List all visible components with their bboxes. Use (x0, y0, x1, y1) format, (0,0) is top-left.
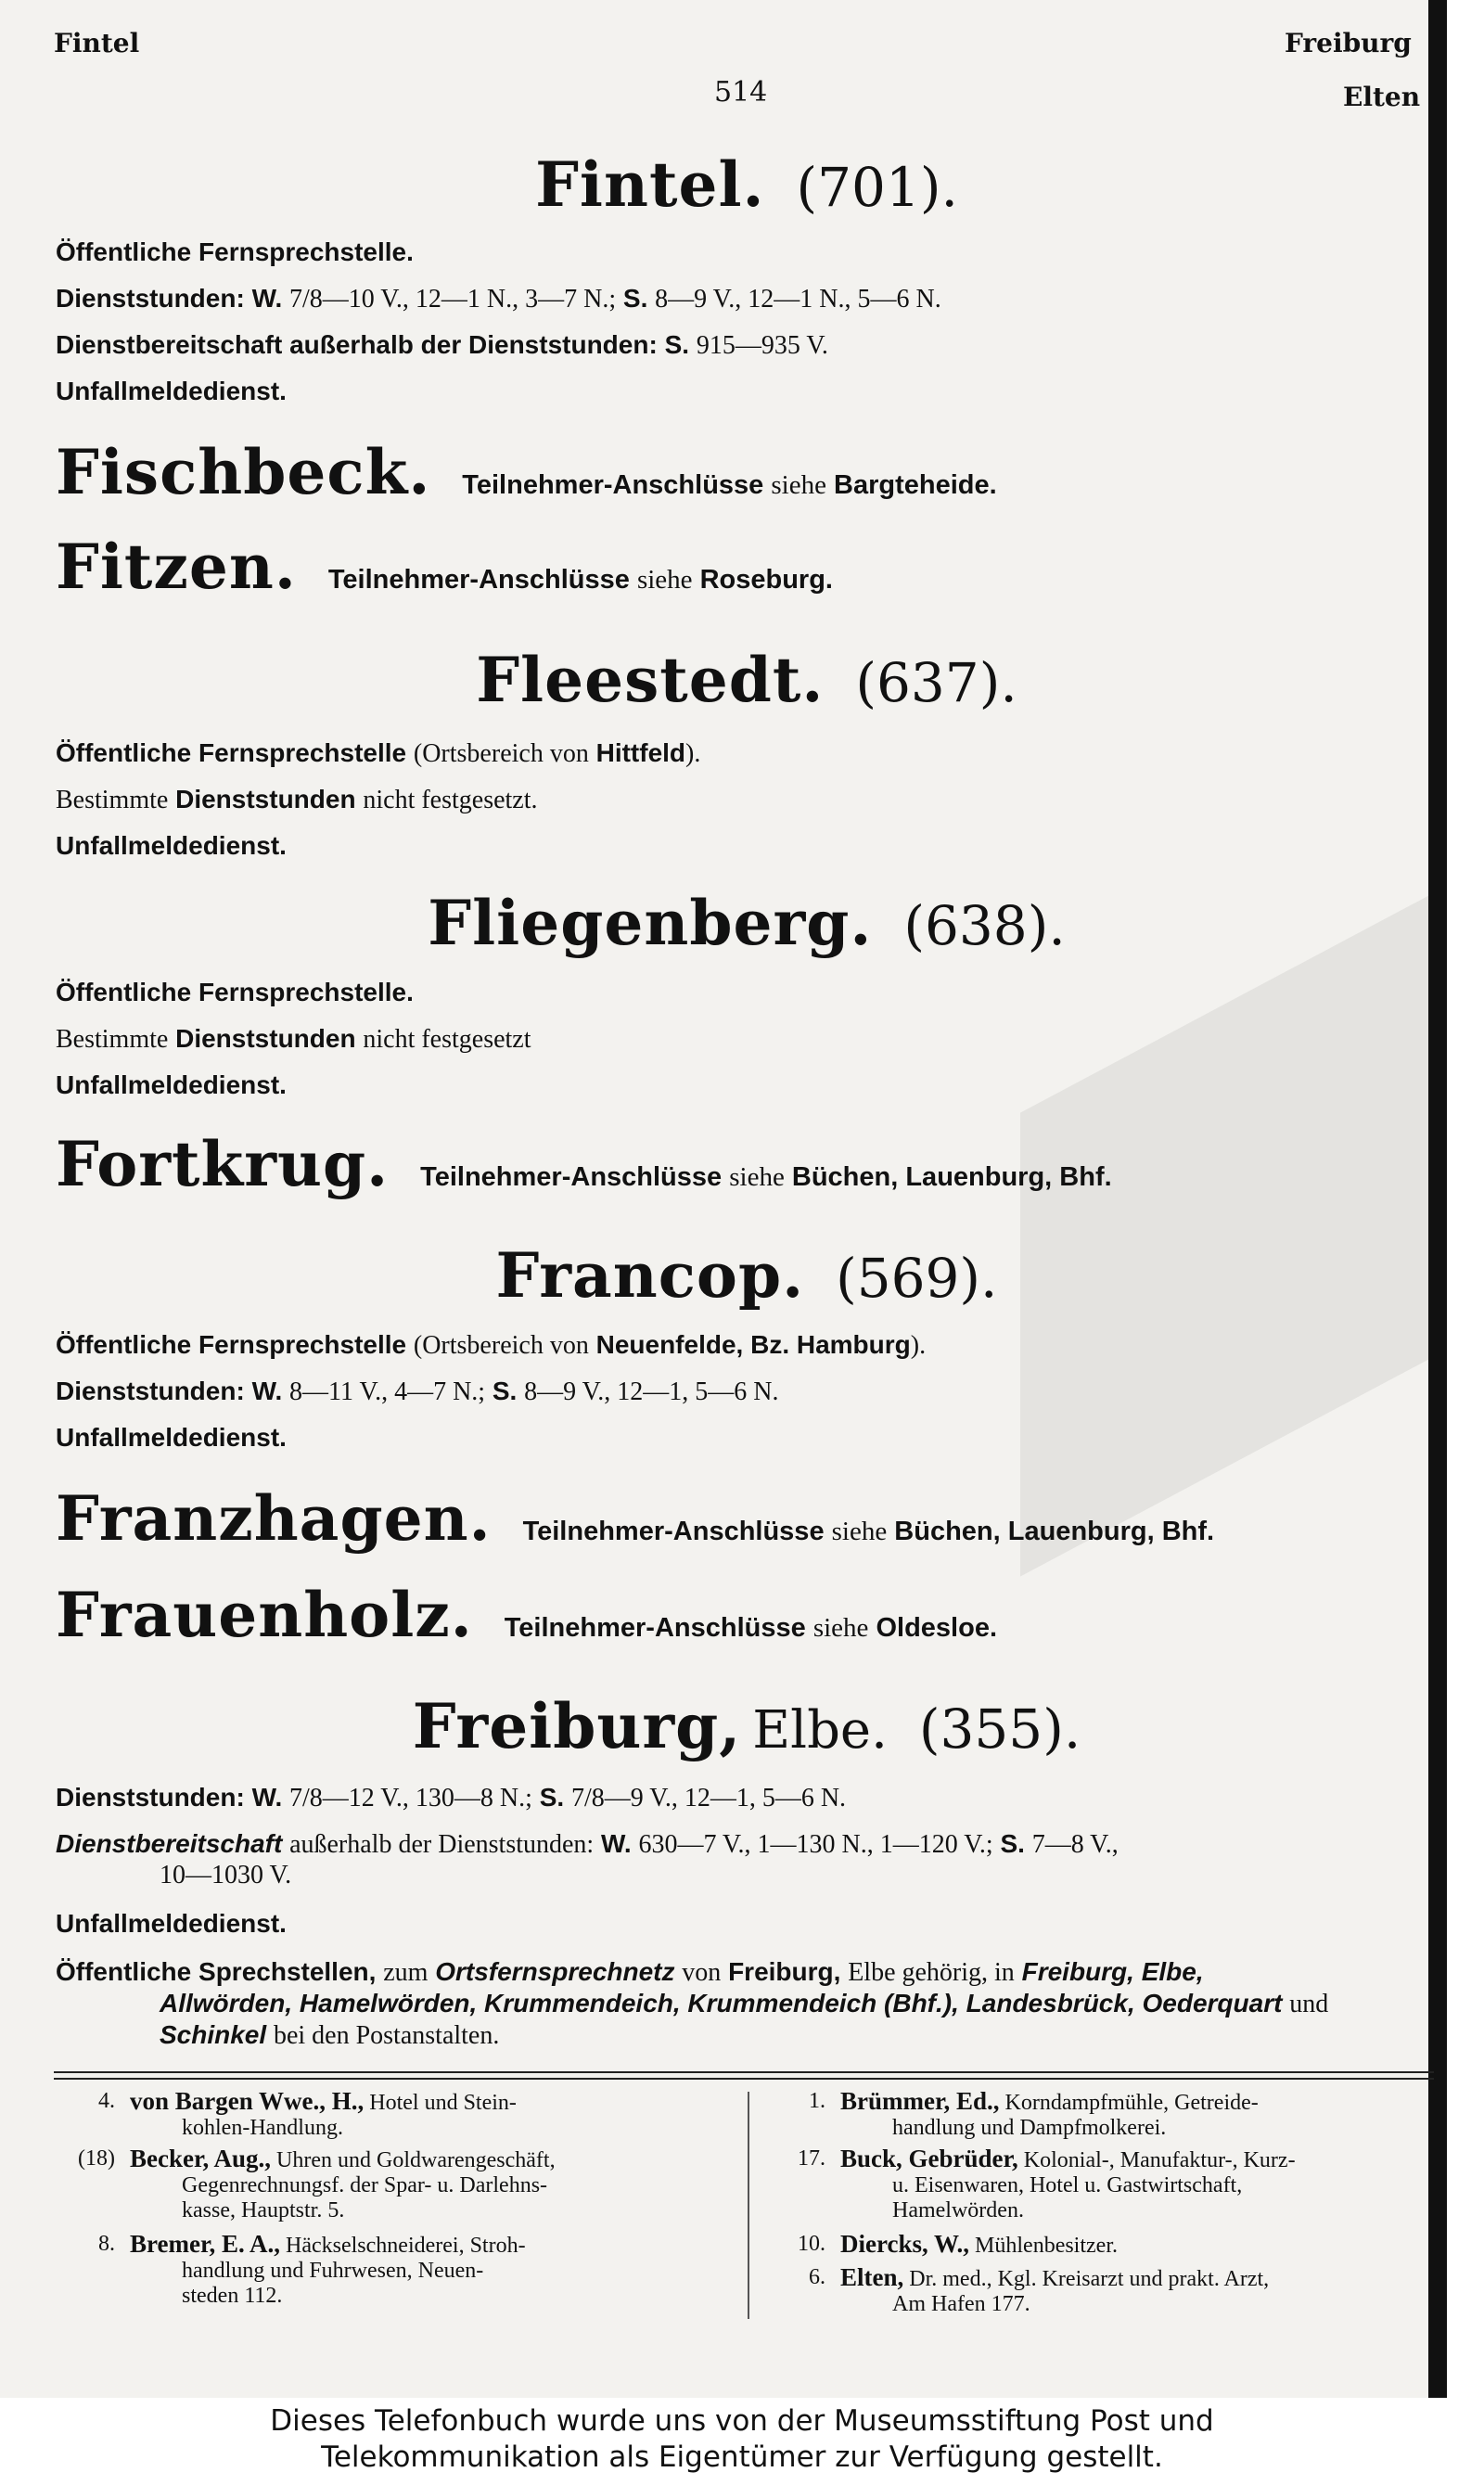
subscriber-desc-cont: kasse, Hauptstr. 5. (182, 2198, 345, 2222)
text: ). (910, 1331, 927, 1360)
text: Dienststunden (175, 1024, 356, 1053)
label: Dienststunden: (56, 1377, 245, 1405)
freiburg-line-5 (160, 1989, 1328, 2019)
place: Neuenfelde, Bz. Hamburg (595, 1330, 911, 1359)
ref-see: siehe (771, 470, 826, 500)
subscriber-number: (18) (78, 2146, 115, 2171)
hours: 630—7 V., 1—130 N., 1—120 V.; (638, 1830, 993, 1859)
text: nicht festgesetzt (363, 1025, 531, 1054)
subscriber-name: Diercks, W., (840, 2230, 970, 2258)
place-name: Franzhagen. (56, 1482, 492, 1555)
place-name: Freiburg, (412, 1690, 742, 1762)
running-head-right-bottom: Elten (1343, 82, 1421, 112)
hours: 8—11 V., 4—7 N.; (289, 1377, 486, 1406)
divider-rule (54, 2071, 1434, 2073)
entry-fitzen (56, 531, 833, 603)
text: (Ortsbereich von (413, 1331, 589, 1360)
subscriber-name: Buck, Gebrüder, (840, 2145, 1018, 2172)
text: und (1289, 1990, 1329, 2018)
entry-fleestedt-heading (56, 644, 1438, 716)
sunday-label: S. (1000, 1829, 1025, 1858)
entry-fortkrug (56, 1128, 1112, 1200)
entry-frauenholz (56, 1579, 997, 1651)
ref-see: siehe (812, 1613, 869, 1643)
text: Öffentliche Fernsprechstelle (56, 1330, 407, 1359)
text: bei den Postanstalten. (273, 2021, 500, 2050)
subscriber-desc-cont: handlung und Fuhrwesen, Neuen- (182, 2259, 484, 2283)
exchange-code: (355). (918, 1697, 1081, 1761)
ref-label: Teilnehmer-Anschlüsse (327, 565, 630, 595)
freiburg-line-6 (160, 2020, 499, 2051)
weekday-label: W. (600, 1829, 632, 1858)
page-number: 514 (714, 76, 768, 109)
footer-line-2: Telekommunikation als Eigentümer zur Verfügung gestellt. (321, 2440, 1163, 2474)
subscriber-desc-cont: u. Eisenwaren, Hotel u. Gastwirtschaft, (892, 2173, 1243, 2197)
binding-edge (1428, 0, 1447, 2398)
ref-label: Teilnehmer-Anschlüsse (420, 1162, 723, 1192)
divider-rule (54, 2078, 1434, 2080)
subscriber-number: 4. (98, 2089, 115, 2113)
entry-fliegenberg-heading (56, 887, 1438, 959)
weekday-label: W. (251, 1377, 283, 1405)
running-head-right-top: Freiburg (1285, 28, 1412, 58)
subscriber-number: 17. (798, 2146, 825, 2171)
label: Dienststunden: (56, 284, 245, 313)
freiburg-line-1 (56, 1783, 846, 1813)
place-name: Fleestedt. (476, 644, 825, 716)
hours: 8—9 V., 12—1, 5—6 N. (524, 1377, 779, 1406)
place: Freiburg, (728, 1957, 841, 1986)
label: Dienstbereitschaft (56, 1829, 283, 1858)
subscriber-desc: Häckselschneiderei, Stroh- (286, 2234, 526, 2258)
ref-target: Oldesloe. (876, 1613, 998, 1643)
text: Dienststunden (175, 785, 356, 813)
subscriber-desc: Kolonial-, Manufaktur-, Kurz- (1023, 2148, 1296, 2172)
place-name: Fortkrug. (56, 1128, 390, 1200)
fleestedt-line-2 (56, 785, 538, 815)
subscriber-desc: Uhren und Goldwarengeschäft, (276, 2148, 556, 2172)
subscriber-desc: Mühlenbesitzer. (975, 2234, 1118, 2258)
hours: 7/8—12 V., 130—8 N.; (289, 1784, 532, 1813)
fintel-line-2 (56, 284, 941, 314)
subscriber-number: 6. (809, 2265, 825, 2289)
fleestedt-line-1 (56, 738, 700, 769)
column-divider (748, 2092, 749, 2319)
ref-see: siehe (831, 1517, 888, 1546)
subscriber-number: 10. (798, 2232, 825, 2256)
fintel-line-4: Unfallmeldedienst. (56, 377, 287, 405)
text: zum (383, 1958, 429, 1987)
exchange-code: (637). (855, 651, 1017, 714)
exchange-code: (638). (903, 894, 1066, 957)
francop-line-3: Unfallmeldedienst. (56, 1423, 287, 1452)
hours: 915—935 V. (696, 331, 828, 360)
freiburg-line-3: Unfallmeldedienst. (56, 1909, 287, 1938)
fliegenberg-line-2 (56, 1024, 531, 1055)
running-head-left: Fintel (54, 28, 140, 58)
hours: 7—8 V., (1031, 1830, 1119, 1859)
label: Dienstbereitschaft außerhalb der Dienststunden: (56, 330, 658, 359)
subscriber-desc-cont: steden 112. (182, 2284, 283, 2308)
text: Öffentliche Fernsprechstelle (56, 738, 407, 767)
label: Dienststunden: (56, 1783, 245, 1812)
ref-target: Bargteheide. (834, 470, 997, 500)
ref-target: Büchen, Lauenburg, Bhf. (791, 1162, 1112, 1192)
subscriber-desc: Hotel und Stein- (369, 2091, 517, 2115)
subscriber-name: Bremer, E. A., (130, 2230, 280, 2258)
ref-label: Teilnehmer-Anschlüsse (522, 1517, 825, 1546)
place-name: Frauenholz. (56, 1579, 473, 1651)
ref-label: Teilnehmer-Anschlüsse (504, 1613, 806, 1643)
francop-line-2 (56, 1377, 778, 1407)
entry-fintel-heading (56, 148, 1438, 221)
subscriber-desc-cont: Hamelwörden. (892, 2198, 1024, 2222)
exchange-code: (569). (836, 1247, 998, 1310)
text: außerhalb der Dienststunden: (289, 1830, 595, 1859)
text: Bestimmte (56, 786, 169, 814)
fintel-line-3 (56, 330, 828, 361)
sunday-label: S. (664, 330, 690, 359)
place: Hittfeld (595, 738, 686, 767)
entry-francop-heading (56, 1239, 1438, 1312)
exchange-code: (701). (796, 156, 958, 219)
ref-target: Roseburg. (699, 565, 833, 595)
place: Schinkel (160, 2020, 267, 2049)
text: Ortsfernsprechnetz (435, 1957, 675, 1986)
scan-shadow (1020, 890, 1438, 1576)
place-name: Fitzen. (56, 531, 297, 603)
text: von (682, 1958, 722, 1987)
text: nicht festgesetzt. (363, 786, 538, 814)
provenance-footer (0, 2398, 1484, 2485)
footer-line-1: Dieses Telefonbuch wurde uns von der Museumsstiftung Post und (270, 2404, 1214, 2438)
ref-label: Teilnehmer-Anschlüsse (462, 470, 764, 500)
entry-fischbeck (56, 436, 997, 508)
subscriber-desc-cont: Gegenrechnungsf. der Spar- u. Darlehns- (182, 2173, 548, 2197)
text: Elbe gehörig, in (848, 1958, 1015, 1987)
sunday-label: S. (539, 1783, 565, 1812)
subscriber-number: 8. (98, 2232, 115, 2256)
text: ). (685, 739, 701, 768)
fliegenberg-line-3: Unfallmeldedienst. (56, 1070, 287, 1099)
place: Freiburg, Elbe, (1021, 1957, 1204, 1986)
subscriber-name: Becker, Aug., (130, 2145, 272, 2172)
text: (Ortsbereich von (413, 739, 589, 768)
subscriber-name: Elten, (840, 2263, 904, 2291)
sunday-label: S. (622, 284, 648, 313)
label: Öffentliche Sprechstellen, (56, 1957, 377, 1986)
fleestedt-line-3: Unfallmeldedienst. (56, 831, 287, 860)
hours: 7/8—9 V., 12—1, 5—6 N. (570, 1784, 847, 1813)
freiburg-line-4 (56, 1957, 1204, 1988)
entry-freiburg-heading (56, 1690, 1438, 1762)
subscriber-desc-cont: handlung und Dampfmolkerei. (892, 2116, 1167, 2140)
text: Bestimmte (56, 1025, 169, 1054)
subscriber-desc: Korndampfmühle, Getreide- (1004, 2091, 1259, 2115)
ref-see: siehe (729, 1162, 785, 1192)
subscriber-desc: Dr. med., Kgl. Kreisarzt und prakt. Arzt, (909, 2267, 1270, 2291)
fliegenberg-line-1: Öffentliche Fernsprechstelle. (56, 978, 414, 1006)
ref-see: siehe (636, 565, 693, 595)
sunday-label: S. (492, 1377, 518, 1405)
entry-franzhagen (56, 1482, 1214, 1555)
francop-line-1 (56, 1330, 926, 1361)
place-suffix: Elbe. (752, 1700, 888, 1761)
places: Allwörden, Hamelwörden, Krummendeich, Krummendeich (Bhf.), Landesbrück, Oederquart (160, 1989, 1283, 2017)
subscriber-name: von Bargen Wwe., H., (130, 2087, 365, 2115)
hours: 7/8—10 V., 12—1 N., 3—7 N.; (289, 285, 617, 314)
freiburg-line-2-cont: 10—1030 V. (160, 1861, 292, 1889)
weekday-label: W. (251, 1783, 283, 1812)
place-name: Fintel. (535, 148, 765, 221)
subscriber-desc-cont: kohlen-Handlung. (182, 2116, 343, 2140)
place-name: Francop. (495, 1239, 805, 1312)
freiburg-line-2 (56, 1829, 1119, 1860)
ref-target: Büchen, Lauenburg, Bhf. (894, 1517, 1215, 1546)
place-name: Fischbeck. (56, 436, 431, 508)
weekday-label: W. (251, 284, 283, 313)
subscriber-name: Brümmer, Ed., (840, 2087, 1000, 2115)
place-name: Fliegenberg. (428, 887, 873, 959)
hours: 8—9 V., 12—1 N., 5—6 N. (655, 285, 941, 314)
subscriber-desc-cont: Am Hafen 177. (892, 2292, 1030, 2316)
fintel-line-1: Öffentliche Fernsprechstelle. (56, 237, 414, 266)
subscriber-number: 1. (809, 2089, 825, 2113)
